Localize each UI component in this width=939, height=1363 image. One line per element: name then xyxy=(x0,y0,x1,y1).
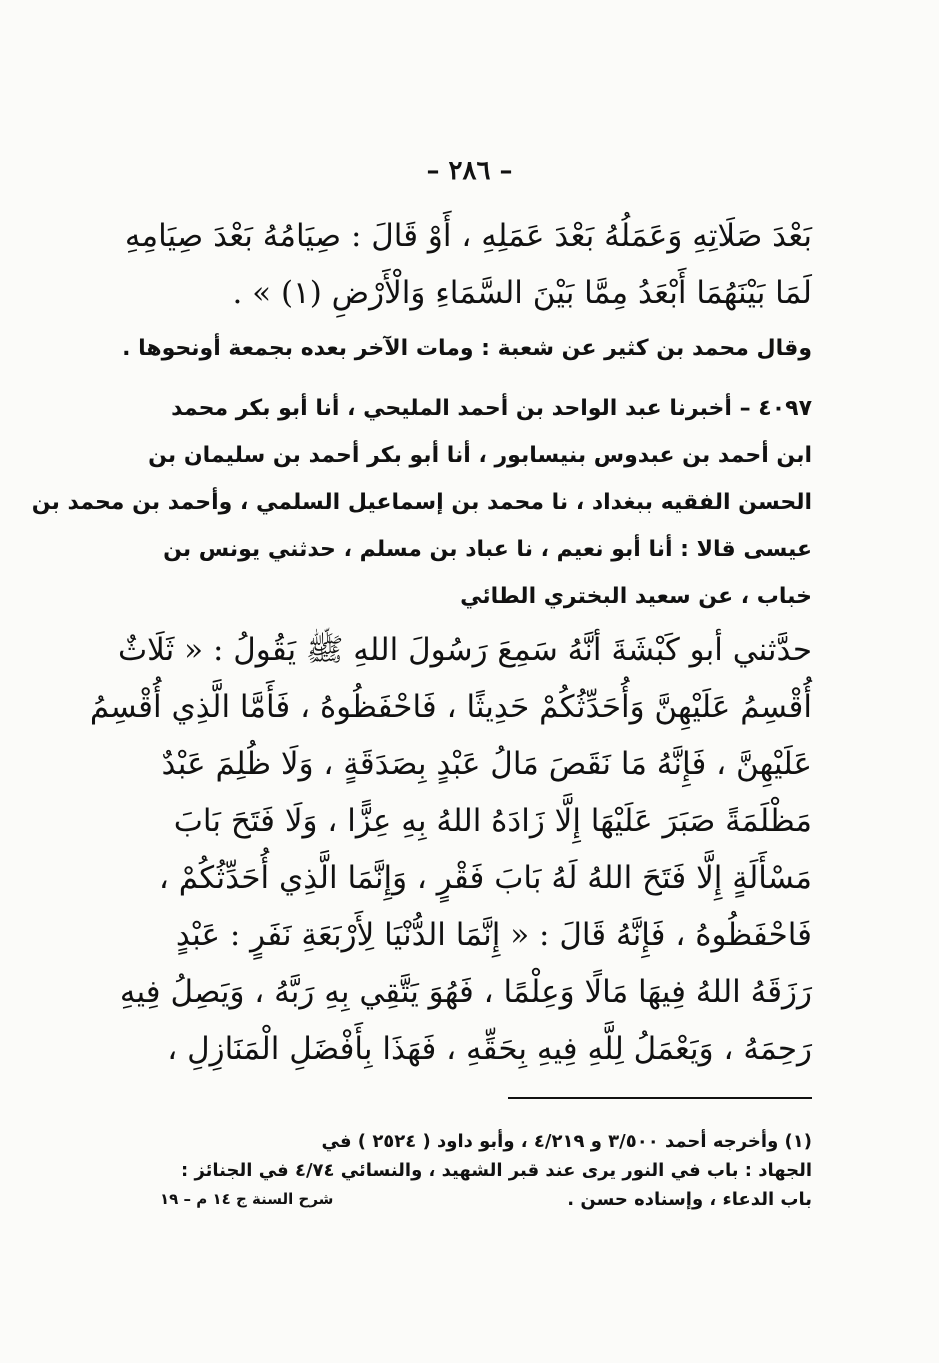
text-line: أُقْسِمُ عَلَيْهِنَّ وَأُحَدِّثُكُمْ حَدِيثًا ، فَاحْفَظُوهُ ، فَأَمَّا الَّذِي أُقْسِمُ xyxy=(89,689,812,725)
text-line: الحسن الفقيه ببغداد ، نا محمد بن إسماعيل السلمي ، وأحمد بن محمد بن xyxy=(31,490,812,515)
narration-note xyxy=(122,327,812,370)
text-line: مَظْلَمَةً صَبَرَ عَلَيْهَا إِلَّا زَادَهُ اللهُ بِهِ عِزًّا ، وَلَا فَتَحَ بَابَ xyxy=(173,803,812,839)
footnote-divider xyxy=(508,1097,812,1099)
text-line: عَلَيْهِنَّ ، فَإِنَّهُ مَا نَقَصَ مَالُ عَبْدٍ بِصَدَقَةٍ ، وَلَا ظُلِمَ عَبْدٌ xyxy=(161,746,812,782)
continuation-text xyxy=(124,208,812,322)
text-line: عيسى قالا : أنا أبو نعيم ، نا عباد بن مسلم ، حدثني يونس بن xyxy=(163,537,812,562)
hadith-matn xyxy=(89,622,812,1078)
text-line: لَمَا بَيْنَهُمَا أَبْعَدُ مِمَّا بَيْنَ السَّمَاءِ وَالْأَرْضِ (١) » . xyxy=(232,275,812,311)
footnote-line: باب الدعاء ، وإسناده حسن . xyxy=(567,1189,812,1210)
text-line: رَزَقَهُ اللهُ فِيهَا مَالًا وَعِلْمًا ، فَهُوَ يَتَّقِي بِهِ رَبَّهُ ، وَيَصِلُ فِيهِ xyxy=(119,974,812,1010)
text-line: خباب ، عن سعيد البختري الطائي xyxy=(460,584,812,609)
text-line: ابن أحمد بن عبدوس بنيسابور ، أنا أبو بكر أحمد بن سليمان بن xyxy=(148,443,812,468)
text-line: وقال محمد بن كثير عن شعبة : ومات الآخر بعده بجمعة أونحوها . xyxy=(122,336,812,361)
footnote-line: الجهاد : باب في النور يرى عند قبر الشهيد ، والنسائي ٤/٧٤ في الجنائز : xyxy=(181,1160,812,1181)
text-line: مَسْأَلَةٍ إِلَّا فَتَحَ اللهُ لَهُ بَابَ فَقْرٍ ، وَإِنَّمَا الَّذِي أُحَدِّثُكُمْ ، xyxy=(158,860,812,896)
text-line: ٤٠٩٧ – أخبرنا عبد الواحد بن أحمد المليحي ، أنا أبو بكر محمد xyxy=(171,396,812,421)
text-line: حدَّثني أبو كَبْشَةَ أنَّهُ سَمِعَ رَسُولَ اللهِ ﷺ يَقُولُ : « ثَلَاثٌ xyxy=(118,632,812,668)
signature-mark: شرح السنة ج ١٤ م – ١٩ xyxy=(160,1190,334,1208)
footnote-last-row xyxy=(160,1185,812,1214)
text-line: فَاحْفَظُوهُ ، فَإِنَّهُ قَالَ : « إِنَّمَا الدُّنْيَا لِأَرْبَعَةِ نَفَرٍ : عَبْدٍ xyxy=(175,917,812,953)
footnote xyxy=(160,1127,812,1214)
hadith-isnad xyxy=(31,385,812,620)
text-line: بَعْدَ صَلَاتِهِ وَعَمَلُهُ بَعْدَ عَمَلِهِ ، أَوْ قَالَ : صِيَامُهُ بَعْدَ صِيَامِهِ xyxy=(124,218,812,254)
page-number: – ٢٨٦ – xyxy=(426,156,513,186)
footnote-line: (١) وأخرجه أحمد ٣/٥٠٠ و ٤/٢١٩ ، وأبو داود ( ٢٥٢٤ ) في xyxy=(321,1131,812,1152)
text-line: رَحِمَهُ ، وَيَعْمَلُ لِلَّهِ فِيهِ بِحَقِّهِ ، فَهَذَا بِأَفْضَلِ الْمَنَازِلِ ، xyxy=(167,1031,812,1067)
